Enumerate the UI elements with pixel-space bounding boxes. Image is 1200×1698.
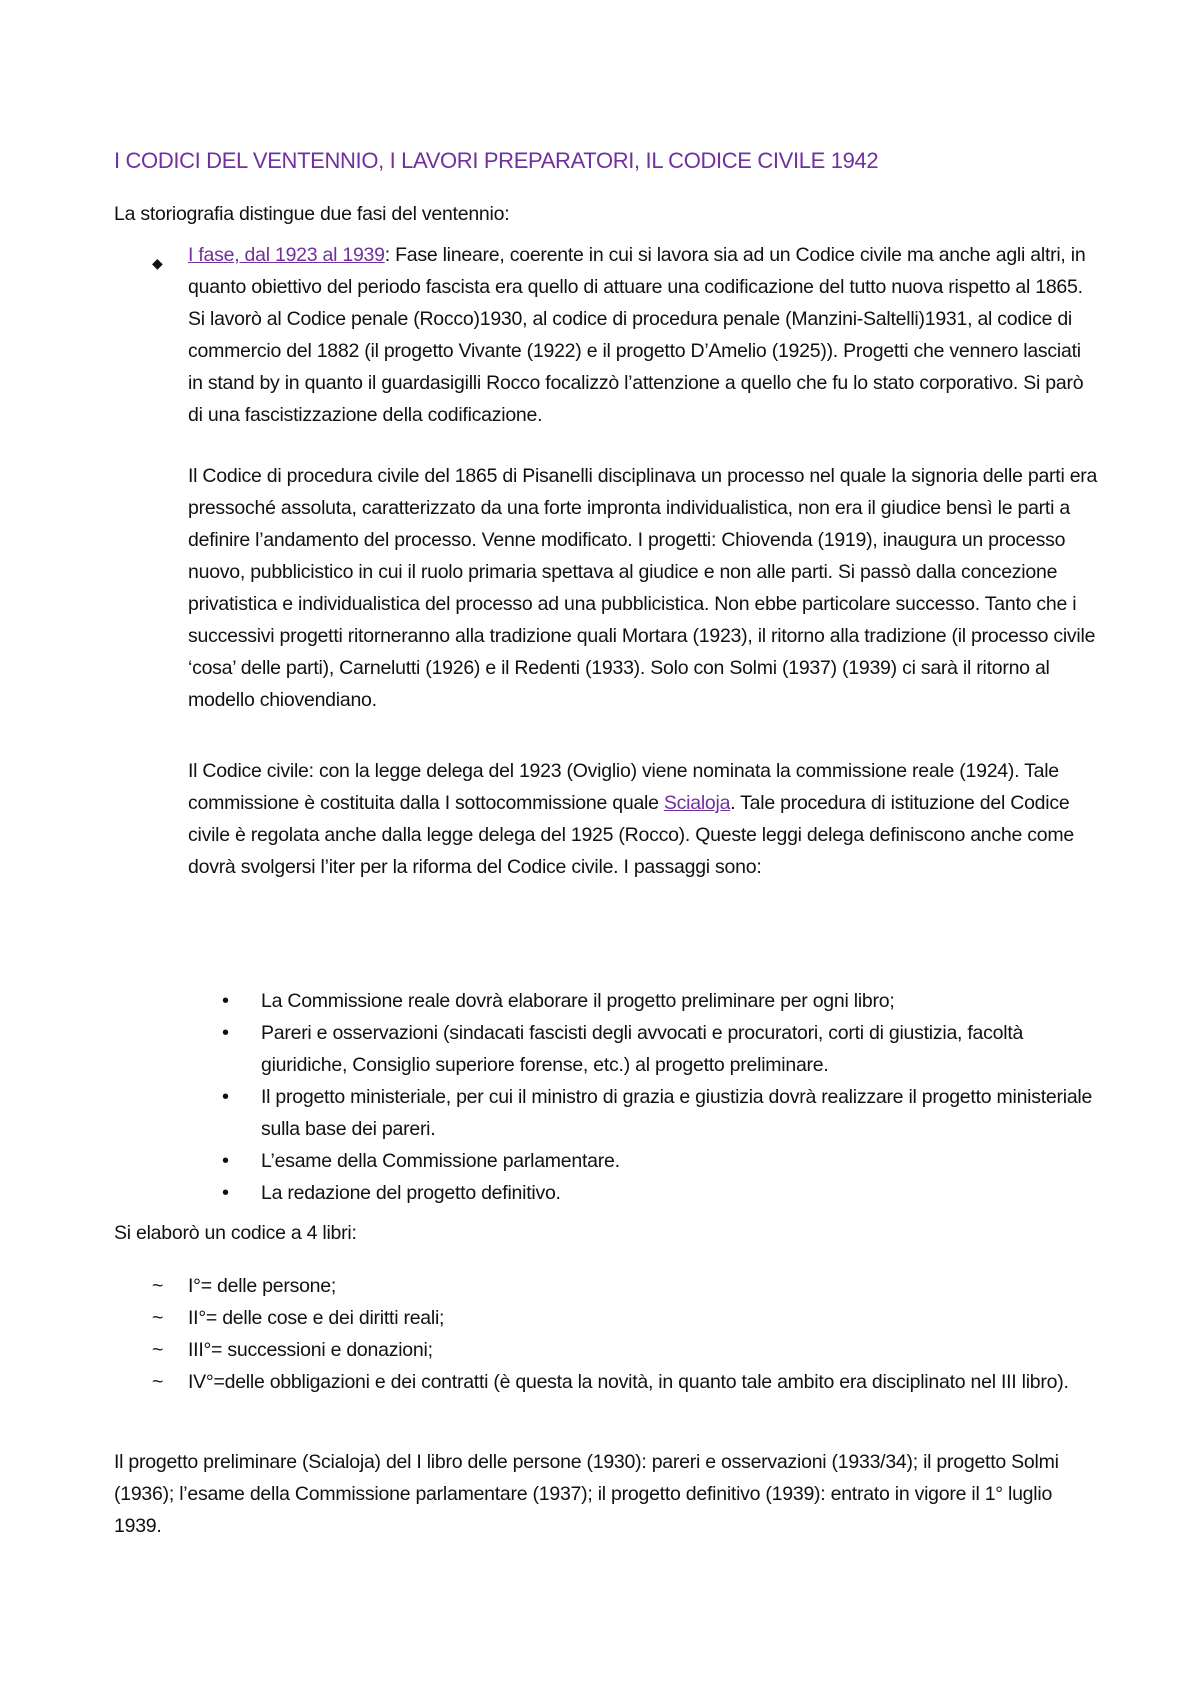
step-text: Pareri e osservazioni (sindacati fascisti degli avvocati e procuratori, corti di giustizia, facoltà giuridiche, Consiglio superiore forense, etc.) al progetto preliminare. [261, 1022, 1024, 1076]
libro-text: III°= successioni e donazioni; [188, 1339, 433, 1361]
passaggi-list [188, 985, 1098, 1209]
bullet-dot-icon: • [222, 1182, 229, 1204]
tilde-bullet-icon: ~ [152, 1371, 164, 1393]
list-item [188, 1177, 1098, 1209]
libro-text: II°= delle cose e dei diritti reali; [188, 1307, 445, 1329]
final-paragraph: Il progetto preliminare (Scialoja) del I libro delle persone (1930): pareri e osservazioni (1933/34); il progetto Solmi (1936); l’esame della Commissione parlamentare (1937); il progetto definitivo (1939): entrato in vigore il 1° luglio 1939. [114, 1451, 1059, 1537]
phase1-text: : Fase lineare, coerente in cui si lavora sia ad un Codice civile ma anche agli altri, in quanto obiettivo del periodo fascista era quello di attuare una codificazione del tutto nuova rispetto al 1865. Si lavorò al Codice penale (Rocco)1930, al codice di procedura penale (Manzini-Saltelli)1931, al codice di commercio del 1882 (il progetto Vivante (1922) e il progetto D’Amelio (1925)). Progetti che vennero lasciati in stand by in quanto il guardasigilli Rocco focalizzò l’attenzione a quello che fu lo stato corporativo. Si parò di una fascistizzazione della codificazione. [188, 244, 1086, 426]
phase1-paragraph [188, 239, 1098, 431]
list-item [188, 1145, 1098, 1177]
tilde-bullet-icon: ~ [152, 1275, 164, 1297]
list-item [188, 985, 1098, 1017]
codice-civile-paragraph [188, 755, 1098, 883]
step-text: Il progetto ministeriale, per cui il ministro di grazia e giustizia dovrà realizzare il progetto ministeriale sulla base dei pareri. [261, 1086, 1093, 1140]
bullet-dot-icon: • [222, 1086, 229, 1108]
step-text: L’esame della Commissione parlamentare. [261, 1150, 620, 1172]
tilde-bullet-icon: ~ [152, 1307, 164, 1329]
bullet-dot-icon: • [222, 1022, 229, 1044]
codice-civile-text-after: . Tale procedura di istituzione del Codice civile è regolata anche dalla legge delega del 1925 (Rocco). Queste leggi delega definiscono anche come dovrà svolgersi l’iter per la riforma del Codice civile. I passaggi sono: [188, 792, 1074, 878]
bullet-dot-icon: • [222, 1150, 229, 1172]
libro-text: IV°=delle obbligazioni e dei contratti (è questa la novità, in quanto tale ambito era disciplinato nel III libro). [188, 1371, 1069, 1393]
scialoja-link[interactable]: Scialoja [663, 792, 731, 814]
list-item [114, 1302, 1098, 1334]
diamond-bullet-icon: ◆ [152, 255, 163, 271]
document-heading: I CODICI DEL VENTENNIO, I LAVORI PREPARATORI, IL CODICE CIVILE 1942 [114, 148, 879, 173]
libri-list [114, 1270, 1098, 1398]
tilde-bullet-icon: ~ [152, 1339, 164, 1361]
list-item [114, 1334, 1098, 1366]
phase1-link[interactable]: I fase, dal 1923 al 1939 [188, 244, 385, 266]
list-item [114, 1366, 1098, 1398]
step-text: La redazione del progetto definitivo. [261, 1182, 561, 1204]
libro-text: I°= delle persone; [188, 1275, 337, 1297]
list-item [114, 1270, 1098, 1302]
list-item [188, 1081, 1098, 1145]
list-item [188, 1017, 1098, 1081]
step-text: La Commissione reale dovrà elaborare il progetto preliminare per ogni libro; [261, 990, 895, 1012]
procedura-civile-paragraph: Il Codice di procedura civile del 1865 di Pisanelli disciplinava un processo nel quale la signoria delle parti era pressoché assoluta, caratterizzato da una forte impronta individualistica, non era il giudice bensì le parti a definire l’andamento del processo. Venne modificato. I progetti: Chiovenda (1919), inaugura un processo nuovo, pubblicistico in cui il ruolo primaria spettava al giudice e non alle parti. Si passò dalla concezione privatistica e individualistica del processo ad una pubblicistica. Non ebbe particolare successo. Tanto che i successivi progetti ritorneranno alla tradizione quali Mortara (1923), il ritorno alla tradizione (il processo civile ‘cosa’ delle parti), Carnelutti (1926) e il Redenti (1933). Solo con Solmi (1937) (1939) ci sarà il ritorno al modello chiovendiano. [188, 465, 1098, 711]
bullet-dot-icon: • [222, 990, 229, 1012]
libri-intro: Si elaborò un codice a 4 libri: [114, 1222, 357, 1244]
intro-line: La storiografia distingue due fasi del ventennio: [114, 203, 510, 225]
codice-civile-text-before: Il Codice civile: con la legge delega del 1923 (Oviglio) viene nominata la commissione reale (1924). Tale commissione è costituita dalla I sottocommissione quale [188, 760, 1059, 814]
